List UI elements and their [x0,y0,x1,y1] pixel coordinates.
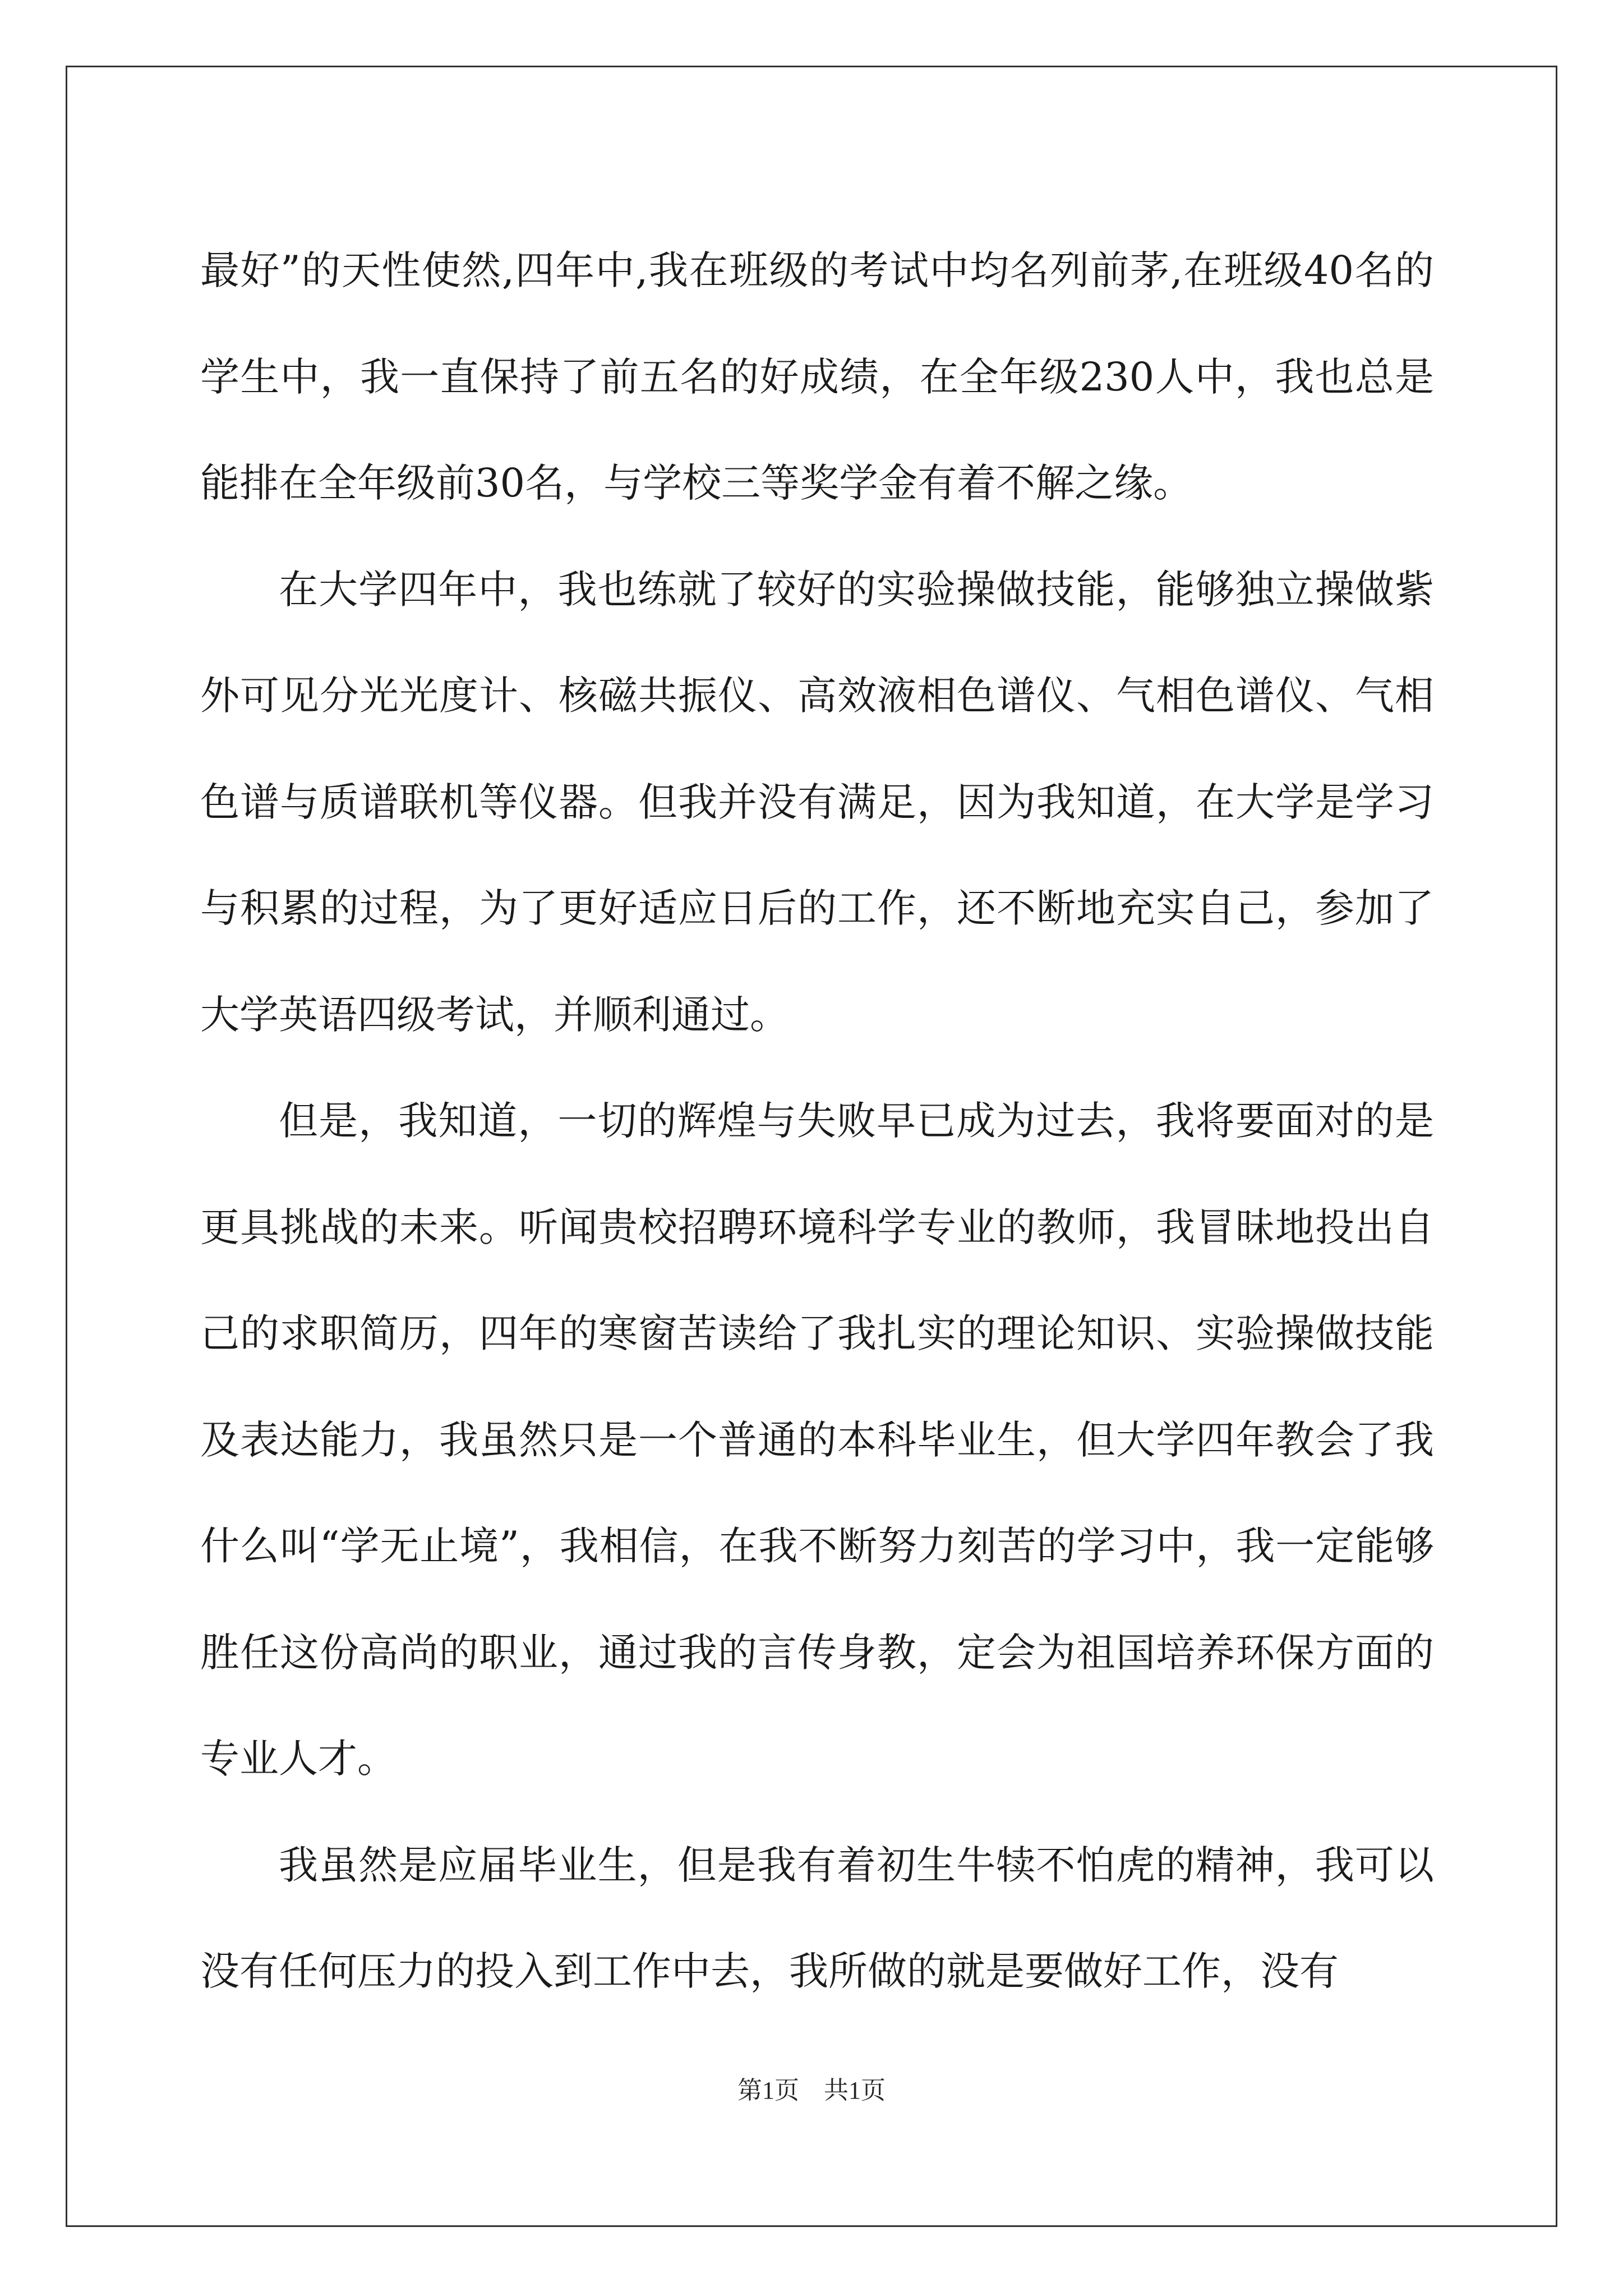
page-number: 第1页 [737,2077,799,2104]
paragraph-1: 最好”的天性使然,四年中,我在班级的考试中均名列前茅,在班级40名的学生中，我一直保持了前五名的好成绩，在全年级230人中，我也总是能排在全年级前30名，与学校三等奖学金有着不解之缘。 [200,247,1434,506]
page-total: 共1页 [824,2077,886,2104]
document-body [200,218,1434,2025]
paragraph-2: 在大学四年中，我也练就了较好的实验操做技能，能够独立操做紫外可见分光光度计、核磁共振仪、高效液相色谱仪、气相色谱仪、气相色谱与质谱联机等仪器。但我并没有满足，因为我知道，在大学是学习与积累的过程，为了更好适应日后的工作，还不断地充实自己，参加了大学英语四级考试，并顺利通过。 [200,566,1434,1038]
paragraph-3: 但是，我知道，一切的辉煌与失败早已成为过去，我将要面对的是更具挑战的未来。听闻贵校招聘环境科学专业的教师，我冒昧地投出自己的求职简历，四年的寒窗苦读给了我扎实的理论知识、实验操做技能及表达能力，我虽然只是一个普通的本科毕业生，但大学四年教会了我什么叫“学无止境”，我相信，在我不断努力刻苦的学习中，我一定能够胜任这份高尚的职业，通过我的言传身教，定会为祖国培养环保方面的专业人才。 [200,1098,1434,1782]
paragraph-4: 我虽然是应届毕业生，但是我有着初生牛犊不怕虎的精神，我可以没有任何压力的投入到工作中去，我所做的就是要做好工作，没有 [200,1842,1434,1994]
page-footer [0,2070,1623,2106]
